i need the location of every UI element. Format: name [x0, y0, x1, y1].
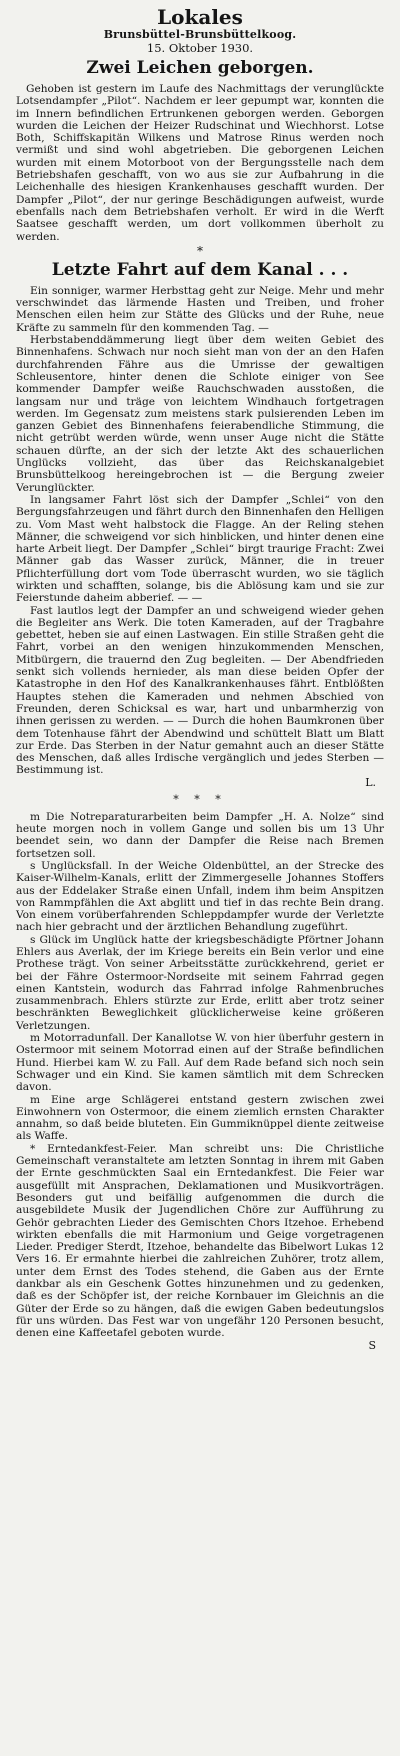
- article-2-paragraph: Ein sonniger, warmer Herbsttag geht zur Neige. Mehr und mehr verschwindet das lärmende Hasten und Treiben, und froher Menschen eilen heim zur Stätte des Glücks und der Ruhe, neue Kräfte zu sammeln für den kommenden Tag. —: [16, 284, 384, 334]
- article-body-1: Gehoben ist gestern im Laufe des Nachmittags der verunglückte Lotsendampfer „Pilot“. Nachdem er leer gepumpt war, konnten die im Innern befindlichen Ertrunkenen geborgen werden. Geborgen wurden die Leichen der Heizer Rudschinat und Wiechhorst. Lotse Both, Schiffskapitän Wilkens und Matrose Rinus werden noch vermißt und sind wohl abgetrieben. Die geborgenen Leichen wurden mit einem Motorboot von der Bergungsstelle nach dem Betriebshafen geschafft, von wo aus sie zur Aufbahrung in die Leichenhalle des hiesigen Krankenhauses geschafft wurden. Der Dampfer „Pilot“, der nur geringe Beschädigungen aufweist, wurde ebenfalls nach dem Betriebshafen verholt. Er wird in die Werft Saatsee geschafft werden, um dort vollkommen überholt zu werden.: [16, 83, 384, 243]
- news-item: s Glück im Unglück hatte der kriegsbeschädigte Pförtner Johann Ehlers aus Averlak, der im Kriege bereits ein Bein verlor und eine Prothese trägt. Von seiner Arbeitsstätte zurückkehrend, geriet er bei der Fähre Ostermoor-Nordseite mit seinem Fahrrad gegen einen Kantstein, wodurch das Fahrrad infolge Rahmenbruches zusammenbrach. Ehlers stürzte zur Erde, erlitt aber trotz seiner beschränkten Beweglichkeit glücklicherweise keine größeren Verletzungen.: [16, 933, 384, 1032]
- issue-date: 15. Oktober 1930.: [146, 41, 254, 55]
- separator-star: *: [197, 243, 203, 258]
- news-item: m Eine arge Schlägerei entstand gestern zwischen zwei Einwohnern von Ostermoor, die einem ziemlich ernsten Charakter annahm, so daß beide bluteten. Ein Gummiknüppel diente zeitweise als Waffe.: [16, 1093, 384, 1143]
- section-title: Lokales: [157, 5, 243, 29]
- article-2-signature: L.: [365, 775, 376, 789]
- section-subtitle: Brunsbüttel-Brunsbüttelkoog.: [103, 28, 297, 41]
- news-item: m Die Notreparaturarbeiten beim Dampfer „H. A. Nolze“ sind heute morgen noch in vollem Gange und sollen bis um 13 Uhr beendet sein, wo dann der Dampfer die Reise nach Bremen fortsetzen soll.: [16, 810, 384, 860]
- article-2-paragraph: In langsamer Fahrt löst sich der Dampfer „Schlei“ von den Bergungsfahrzeugen und fährt durch den Binnenhafen den Helligen zu. Vom Mast weht halbstock die Flagge. An der Reling stehen Männer, die schweigend vor sich hinblicken, und hinter denen eine harte Arbeit liegt. Der Dampfer „Schlei“ birgt traurige Fracht: Zwei Männer gab das Wasser zurück, Männer, die in treuer Pflichterfüllung dort vom Tode überrascht wurden, wo sie täglich wirkten und schafften, solange, bis die Ablösung kam und sie zur Feierstunde daheim abberief. — —: [16, 493, 384, 605]
- article-2-paragraph: Fast lautlos legt der Dampfer an und schweigend wieder gehen die Begleiter ans Werk. Die toten Kameraden, auf der Tragbahre gebettet, heben sie auf einen Lastwagen. Ein stille Straßen geht die Fahrt, vorbei an den wenigen hinzukommenden Menschen, Mitbürgern, die trauernd den Zug begleiten. — Der Abendfrieden senkt sich vollends hernieder, als man diese beiden Opfer der Katastrophe in den Hof des Kanalkrankenhauses fährt. Entblößten Hauptes stehen die Kameraden und nehmen Abschied von Freunden, deren Schicksal es war, hart und unbarmherzig von ihnen gerissen zu werden. — — Durch die hohen Baumkronen über dem Totenhause fährt der Abendwind und schüttelt Blatt um Blatt zur Erde. Das Sterben in der Natur gemahnt auch an dieser Stätte des Menschen, daß alles Irdische vergänglich und jedes Sterben — Bestimmung ist.: [16, 604, 384, 777]
- separator-stars: * * *: [173, 792, 227, 806]
- article-headline-1: Zwei Leichen geborgen.: [86, 58, 314, 78]
- masthead: [16, 6, 384, 55]
- news-item: m Motorradunfall. Der Kanallotse W. von hier überfuhr gestern in Ostermoor mit seinem Motorrad einen auf der Straße befindlichen Hund. Hierbei kam W. zu Fall. Auf dem Rade befand sich noch sein Schwager und ein Kind. Sie kamen sämtlich mit dem Schrecken davon.: [16, 1032, 384, 1094]
- article-headline-2: Letzte Fahrt auf dem Kanal . . .: [51, 259, 349, 280]
- news-signature: S: [368, 1338, 376, 1352]
- news-item: * Erntedankfest-Feier. Man schreibt uns: Die Christliche Gemeinschaft veranstaltete am letzten Sonntag in ihrem mit Gaben der Ernte geschmückten Saal ein Erntedankfest. Die Feier war ausgefüllt mit Ansprachen, Deklamationen und Musikvorträgen. Besonders gut und beifällig aufgenommen die durch die ausgebildete Musik der Jugendlichen Chöre zur Aufführung zu Gehör gebrachten Lieder des Gemischten Chors Itzehoe. Erhebend wirkten ebenfalls die mit Harmonium und Geige vorgetragenen Lieder. Prediger Sterdt, Itzehoe, behandelte das Bibelwort Lukas 12 Vers 16. Er ermahnte hierbei die zahlreichen Zuhörer, trotz allem, unter dem Ernst des Todes stehend, die Gaben aus der Ernte dankbar als ein Geschenk Gottes hinzunehmen und zu gedenken, daß es der Schöpfer ist, der reiche Kornbauer im Gleichnis an die Güter der Erde so zu hängen, daß die ewigen Gaben bedeutungslos für uns würden. Das Fest war von ungefähr 120 Personen besucht, denen eine Kaffeetafel geboten wurde.: [16, 1142, 384, 1340]
- news-item: s Unglücksfall. In der Weiche Oldenbüttel, an der Strecke des Kaiser-Wilhelm-Kanals, erlitt der Zimmergeselle Johannes Stoffers aus der Eddelaker Straße einen Unfall, indem ihm beim Anspitzen von Rammpfählen die Axt abglitt und tief in das rechte Bein drang. Von einem vorüberfahrenden Schleppdampfer wurde der Verletzte nach hier gebracht und der ärztlichen Behandlung zugeführt.: [16, 859, 384, 934]
- article-2-paragraph: Herbstabenddämmerung liegt über dem weiten Gebiet des Binnenhafens. Schwach nur noch sieht man von der an den Hafen durchfahrenden Fähre aus die Umrisse der gewaltigen Schleusentore, hinter denen die Schlote einiger von See kommender Dampfer weiße Rauchschwaden ausstoßen, die langsam nur und träge von leichtem Windhauch fortgetragen werden. Im Gegensatz zum meistens stark pulsierenden Leben im ganzen Gebiet des Binnenhafens feierabendliche Stimmung, die nicht getrübt werden würde, wenn unser Auge nicht die Stätte schauen dürfte, an der sich der letzte Akt des schauerlichen Unglücks vollzieht, das über das Reichskanalgebiet Brunsbüttelkoog hereingebrochen ist — die Bergung zweier Verunglückter.: [16, 334, 384, 494]
